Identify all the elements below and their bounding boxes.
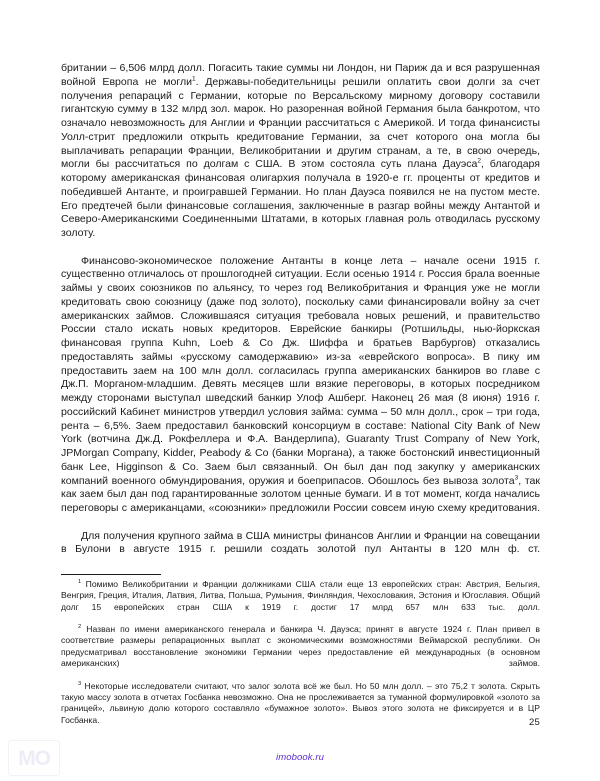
footnote-3: $^3$ Некоторые исследователи считают, что залог золота всё же был. Но 50 млн долл. – это 75,2 т золота. Скрыть такую массу золота в отчетах Госбанка невозможно. Она не прослеживается за туманной формулировкой «золото за границей», львиную долю которого составляло «бумажное золото». Вывоз этого золота не фиксируется и в ЦР Госбанка. [61, 680, 540, 725]
page-number: 25 [529, 717, 540, 728]
footnote-reference-2: 2 [477, 157, 481, 165]
footnote-1: $^1$ Помимо Великобритании и Франции должниками США стали еще 13 европейских стран: Австрия, Бельгия, Венгрия, Греция, Италия, Латвия, Литва, Польша, Румыния, Финляндия, Чехословакия, Эстония и Югославия. Общий долг 15 европейских стран США к 1919 г. достиг 17 млрд 657 млн 633 тыс. долл. [61, 579, 540, 612]
footnote-marker-3: 3 [78, 680, 82, 687]
footnote-marker-2: 2 [78, 624, 82, 631]
footnote-marker-1: 1 [78, 579, 82, 586]
publisher-logo-text: MO [18, 746, 50, 770]
footnote-reference-3: 3 [514, 473, 519, 481]
footnote-separator-rule [61, 574, 161, 575]
site-watermark-label: imobook.ru [276, 752, 324, 763]
body-text-column [61, 62, 540, 571]
footnote-2: $^2$ Назван по имени американского генерала и банкира Ч. Дауэса; принят в августе 1924 г. План привел в соответствие размеры репарационных выплат с экономическими возможностями Веймарской республики. Он предусматривал восстановление экономики Германии через предоставление ей международных (в основном американских) займов. [61, 624, 540, 669]
body-paragraph-2: Финансово-экономическое положение Антанты в конце лета – начале осени 1915 г. существенно отличалось от прошлогодней ситуации. Если осенью 1914 г. Россия брала военные займы у своих союзников по альянсу, то через год Великобритания и Франция уже не могли кредитовать свою союзницу (даже под золото), поскольку сами финансировали войну за счет американских займов. Сложившаяся ситуация требовала новых решений, и правительство России стало искать новых кредиторов. Еврейские банкиры (Ротшильды, нью-йоркская финансовая группа Kuhn, Loeb & Co Дж. Шиффа и братьев Варбургов) отказались предоставлять займы «русскому самодержавию» из-за «еврейского вопроса». В пику им предоставить заем на 100 млн долл. согласилась группа американских банкиров во главе с Дж.П. Морганом-младшим. Девять месяцев шли вязкие переговоры, в которых посредником между сторонами выступал шведский банкир Улоф Ашберг. Наконец 26 мая (8 июня) 1916 г. российский Кабинет министров утвердил условия займа: сумма – 50 млн долл., срок – три года, рента – 6,5%. Заем предоставил банковский консорциум в составе: National City Bank of New York (вотчина Дж.Д. Рокфеллера и Ф.А. Вандерлипа), Guaranty Trust Company of New York, JPMorgan Company, Kidder, Peabody & Co (банки Моргана), а также бостонский инвестиционный банк Lee, Higginson & Co. Заем был связанный. Он был дан под закупку у американских компаний военного обмундирования, оружия и боеприпасов. Обошлось без вывоза золота$^3$, так как заем был дан под гарантированные золотом ценные бумаги. И в тот момент, когда начались переговоры с американцами, «союзники» предложили России совсем иную схему кредитования. [61, 254, 540, 514]
body-paragraph-1: британии – 6,506 млрд долл. Погасить такие суммы ни Лондон, ни Париж да и вся разрушенная войной Европа не могли$^1$. Державы-победительницы решили оплатить свои долги за счет получения репараций с Германии, которые по Версальскому мирному договору составили гигантскую сумму в 132 млрд зол. марок. Но разоренная войной Германия была банкротом, что означало невозможность для Англии и Франции рассчитаться с Америкой. И тогда финансисты Уолл-стрит предложили открыть кредитование Германии, за счет которого она могла бы выплачивать репарации Франции, Великобритании и другим странам, а те, в свою очередь, могли бы рассчитаться по долгам с США. В этом состояла суть плана Дауэса$^2$, благодаря которому американская финансовая олигархия получала в 1920-е гг. проценты от кредитов и победившей Антанте, и проигравшей Германии. Но план Дауэса появился не на пустом месте. Его предтечей были финансовые соглашения, заключенные в разгар войны между Антантой и Северо-Американскими Соединенными Штатами, в которых главная роль отводилась русскому золоту. [61, 62, 540, 239]
body-paragraph-3: Для получения крупного займа в США министры финансов Англии и Франции на совещании в Булони в августе 1915 г. решили создать золотой пул Антанты в 120 млн ф. ст. [61, 529, 540, 556]
footnote-reference-1: 1 [192, 75, 196, 83]
footnotes-section [61, 574, 540, 737]
publisher-logo-watermark [8, 740, 60, 776]
